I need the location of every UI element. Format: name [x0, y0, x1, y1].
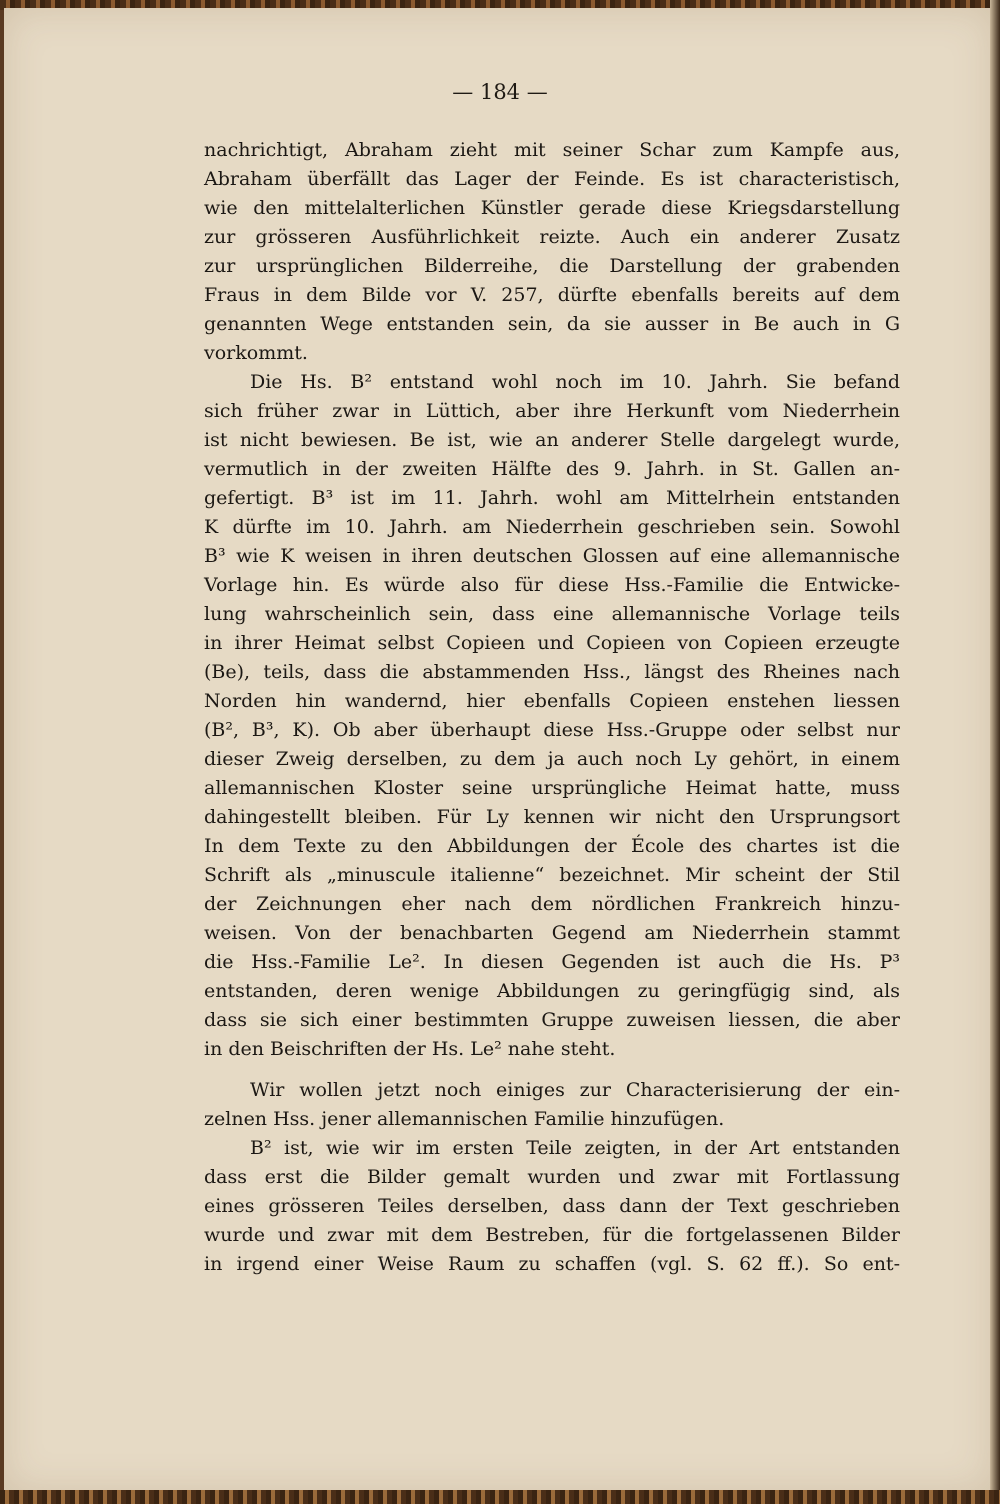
text-line: Die Hs. B² entstand wohl noch im 10. Jahrh. Sie befand: [250, 371, 900, 393]
text-line: B³ wie K weisen in ihren deutschen Glossen auf eine allemannische: [204, 545, 900, 567]
page-number: — 184 —: [452, 80, 548, 104]
text-line: zur grösseren Ausführlichkeit reizte. Auch ein anderer Zusatz: [204, 226, 900, 248]
text-line: eines grösseren Teiles derselben, dass dann der Text geschrieben: [204, 1195, 900, 1217]
text-line: in den Beischriften der Hs. Le² nahe steht.: [204, 1038, 616, 1060]
text-line: lung wahrscheinlich sein, dass eine allemannische Vorlage teils: [204, 603, 900, 625]
text-line: B² ist, wie wir im ersten Teile zeigten, in der Art entstanden: [250, 1137, 900, 1159]
text-line: der Zeichnungen eher nach dem nördlichen Frankreich hinzu-: [204, 893, 900, 915]
text-line: wie den mittelalterlichen Künstler gerade diese Kriegsdarstellung: [204, 197, 900, 219]
text-line: zelnen Hss. jener allemannischen Familie hinzufügen.: [204, 1108, 725, 1130]
text-line: gefertigt. B³ ist im 11. Jahrh. wohl am Mittelrhein entstanden: [204, 487, 900, 509]
text-line: Schrift als „minuscule italienne“ bezeichnet. Mir scheint der Stil: [204, 864, 900, 886]
text-line: ist nicht bewiesen. Be ist, wie an anderer Stelle dargelegt wurde,: [204, 429, 900, 451]
paragraph-block-lower: [204, 1076, 900, 1279]
text-line: In dem Texte zu den Abbildungen der École des chartes ist die: [204, 835, 900, 857]
text-line: nachrichtigt, Abraham zieht mit seiner Schar zum Kampfe aus,: [204, 139, 900, 161]
text-line: die Hss.-Familie Le². In diesen Gegenden ist auch die Hs. P³: [204, 951, 900, 973]
text-line: dahingestellt bleiben. Für Ly kennen wir nicht den Ursprungsort: [204, 806, 900, 828]
book-binding-bottom: [0, 1490, 1000, 1504]
text-line: genannten Wege entstanden sein, da sie ausser in Be auch in G: [204, 313, 900, 335]
text-line: zur ursprünglichen Bilderreihe, die Darstellung der grabenden: [204, 255, 900, 277]
text-line: in irgend einer Weise Raum zu schaffen (vgl. S. 62 ff.). So ent-: [204, 1253, 900, 1275]
text-line: K dürfte im 10. Jahrh. am Niederrhein geschrieben sein. Sowohl: [204, 516, 900, 538]
book-binding-right: [990, 0, 1000, 1504]
text-line: Wir wollen jetzt noch einiges zur Characterisierung der ein-: [250, 1079, 900, 1101]
text-line: weisen. Von der benachbarten Gegend am Niederrhein stammt: [204, 922, 900, 944]
text-line: entstanden, deren wenige Abbildungen zu geringfügig sind, als: [204, 980, 900, 1002]
text-line: Fraus in dem Bilde vor V. 257, dürfte ebenfalls bereits auf dem: [204, 284, 900, 306]
text-line: sich früher zwar in Lüttich, aber ihre Herkunft vom Niederrhein: [204, 400, 900, 422]
text-line: in ihrer Heimat selbst Copieen und Copieen von Copieen erzeugte: [204, 632, 900, 654]
text-line: Abraham überfällt das Lager der Feinde. Es ist characteristisch,: [204, 168, 900, 190]
text-line: dass sie sich einer bestimmten Gruppe zuweisen liessen, die aber: [204, 1009, 900, 1031]
text-line: Norden hin wandernd, hier ebenfalls Copieen enstehen liessen: [204, 690, 900, 712]
text-line: dass erst die Bilder gemalt wurden und zwar mit Fortlassung: [204, 1166, 900, 1188]
text-line: Vorlage hin. Es würde also für diese Hss.-Familie die Entwicke-: [204, 574, 900, 596]
text-line: (B², B³, K). Ob aber überhaupt diese Hss.-Gruppe oder selbst nur: [204, 719, 900, 741]
text-line: allemannischen Kloster seine ursprüngliche Heimat hatte, muss: [204, 777, 900, 799]
text-line: vorkommt.: [204, 342, 308, 364]
text-line: wurde und zwar mit dem Bestreben, für die fortgelassenen Bilder: [204, 1224, 900, 1246]
text-line: dieser Zweig derselben, zu dem ja auch noch Ly gehört, in einem: [204, 748, 900, 770]
text-line: (Be), teils, dass die abstammenden Hss., längst des Rheines nach: [204, 661, 900, 683]
paragraph-block-upper: [204, 136, 900, 1064]
text-line: vermutlich in der zweiten Hälfte des 9. Jahrh. in St. Gallen an-: [204, 458, 900, 480]
